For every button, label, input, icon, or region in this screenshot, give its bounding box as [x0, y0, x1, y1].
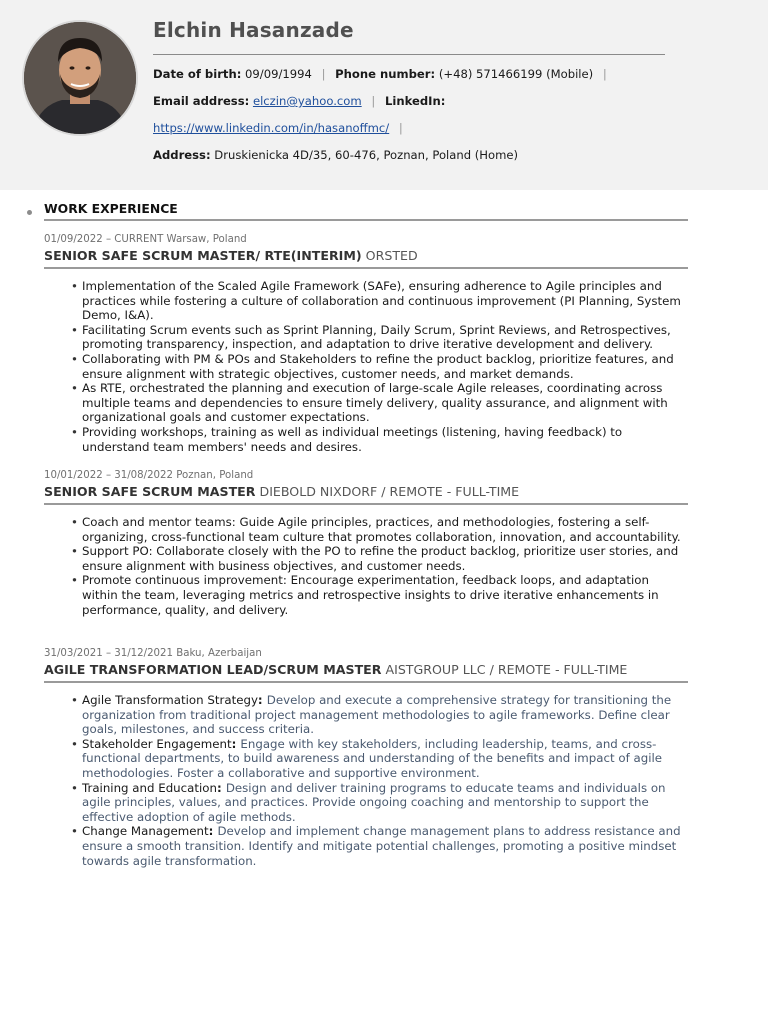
list-item: • As RTE, orchestrated the planning and execution of large-scale Agile releases, coordinating across multiple teams and dependencies to ensure timely delivery, quality assurance, and alignment with organizational goals and customer expectations. — [82, 381, 688, 425]
job-entry — [44, 469, 688, 617]
candidate-name: Elchin Hasanzade — [153, 18, 354, 42]
job-title: SENIOR SAFE SCRUM MASTER — [44, 484, 256, 499]
list-item: • Training and Education: Design and deliver training programs to educate teams and individuals on agile principles, values, and practices. Provide ongoing coaching and mentorship to support the effective adoption of agile methods. — [82, 781, 688, 825]
list-item: • Implementation of the Scaled Agile Framework (SAFe), ensuring adherence to Agile principles and practices while fostering a culture of collaboration and continuous improvement (PI Planning, System Demo, I&A). — [82, 279, 688, 323]
job-heading — [44, 483, 688, 501]
list-item: • Coach and mentor teams: Guide Agile principles, practices, and methodologies, fostering a self-organizing, cross-functional team culture that promotes collaboration, innovation, and accountability. — [82, 515, 688, 544]
email-link[interactable]: elczin@yahoo.com — [252, 94, 362, 108]
job-divider — [44, 267, 688, 269]
dob-label: Date of birth: — [153, 67, 242, 81]
separator: | — [602, 67, 607, 81]
linkedin-label: LinkedIn: — [384, 94, 446, 108]
job-date: 10/01/2022 – 31/08/2022 Poznan, Poland — [44, 470, 254, 481]
item-label: Training and Education — [82, 780, 217, 795]
item-label: Change Management — [82, 824, 209, 839]
list-item: • Change Management: Develop and implement change management plans to address resistance and ensure a smooth transition. Identify and mitigate potential challenges, promoting a positive mindset towards agile transformation. — [82, 824, 688, 868]
address-value: Druskienicka 4D/35, 60-476, Poznan, Poland (Home) — [214, 148, 519, 162]
job-divider — [44, 681, 688, 683]
list-item: • Facilitating Scrum events such as Sprint Planning, Daily Scrum, Sprint Reviews, and Retrospectives, promoting transparency, inspection, and adaptation to drive iterative development and delivery. — [82, 323, 688, 352]
email-label: Email address: — [153, 94, 250, 108]
job-bullets — [44, 279, 688, 454]
contact-line-3 — [153, 121, 409, 135]
list-item: • Providing workshops, training as well as individual meetings (listening, having feedback) to understand team members' needs and desires. — [82, 425, 688, 454]
job-date: 31/03/2021 – 31/12/2021 Baku, Azerbaijan — [44, 648, 262, 659]
separator: | — [321, 67, 326, 81]
contact-line-4 — [153, 148, 518, 162]
list-item: • Support PO: Collaborate closely with the PO to refine the product backlog, prioritize user stories, and ensure alignment with business objectives, and customer needs. — [82, 544, 688, 573]
job-entry — [44, 647, 688, 868]
item-description: Develop and implement change management plans to address resistance and ensure a smooth transition. Identify and mitigate potential challenges, promoting a positive mindset towards agile transformation. — [82, 824, 681, 868]
job-bullets — [44, 515, 688, 617]
job-employer: ORSTED — [365, 248, 418, 263]
list-item: • Agile Transformation Strategy: Develop and execute a comprehensive strategy for transitioning the organization from traditional project management methodologies to agile frameworks. Define clear goals, milestones, and success criteria. — [82, 693, 688, 737]
avatar — [22, 20, 138, 136]
job-title: AGILE TRANSFORMATION LEAD/SCRUM MASTER — [44, 662, 382, 677]
separator: | — [371, 94, 376, 108]
contact-line-2 — [153, 94, 445, 108]
item-description: Design and deliver training programs to educate teams and individuals on agile principles, values, and practices. Provide ongoing coaching and mentorship to support the effective adoption of agile methods. — [82, 780, 666, 824]
job-bullets — [44, 693, 688, 868]
section-bullet-icon — [27, 210, 32, 215]
address-label: Address: — [153, 148, 211, 162]
list-item: • Collaborating with PM & POs and Stakeholders to refine the product backlog, prioritize features, and ensure alignment with strategic objectives, customer needs, and market demands. — [82, 352, 688, 381]
separator: | — [398, 121, 403, 135]
item-description: Develop and execute a comprehensive strategy for transitioning the organization from traditional project management methodologies to agile frameworks. Define clear goals, milestones, and success criteria. — [82, 693, 672, 737]
job-title: SENIOR SAFE SCRUM MASTER/ RTE(INTERIM) — [44, 248, 362, 263]
phone-value: (+48) 571466199 (Mobile) — [438, 67, 594, 81]
linkedin-link[interactable]: https://www.linkedin.com/in/hasanoffmc/ — [153, 121, 390, 135]
profile-photo — [24, 22, 136, 134]
job-employer: DIEBOLD NIXDORF / REMOTE - FULL-TIME — [259, 484, 520, 499]
job-heading — [44, 247, 688, 265]
item-label: Stakeholder Engagement — [82, 736, 232, 751]
list-item: • Stakeholder Engagement: Engage with key stakeholders, including leadership, teams, and cross-functional departments, to build awareness and understanding of the benefits and impact of agile methodologies. Foster a collaborative and supportive environment. — [82, 737, 688, 781]
job-entry — [44, 233, 688, 454]
list-item: • Promote continuous improvement: Encourage experimentation, feedback loops, and adaptation within the team, leveraging metrics and retrospective insights to drive iterative enhancements in performance, quality, and delivery. — [82, 573, 688, 617]
job-heading — [44, 661, 688, 679]
dob-value: 09/09/1994 — [245, 67, 312, 81]
job-divider — [44, 503, 688, 505]
job-employer: AISTGROUP LLC / REMOTE - FULL-TIME — [385, 662, 628, 677]
phone-label: Phone number: — [335, 67, 436, 81]
section-title: WORK EXPERIENCE — [44, 201, 178, 216]
name-divider — [153, 54, 665, 55]
job-date: 01/09/2022 – CURRENT Warsaw, Poland — [44, 234, 247, 245]
item-description: Engage with key stakeholders, including leadership, teams, and cross-functional departments, to build awareness and understanding of the benefits and impact of agile methodologies. Foster a collaborative and supportive environment. — [82, 736, 663, 780]
profile-header — [0, 0, 768, 190]
contact-line-1 — [153, 67, 613, 81]
section-divider — [44, 219, 688, 221]
item-label: Agile Transformation Strategy — [82, 693, 258, 707]
